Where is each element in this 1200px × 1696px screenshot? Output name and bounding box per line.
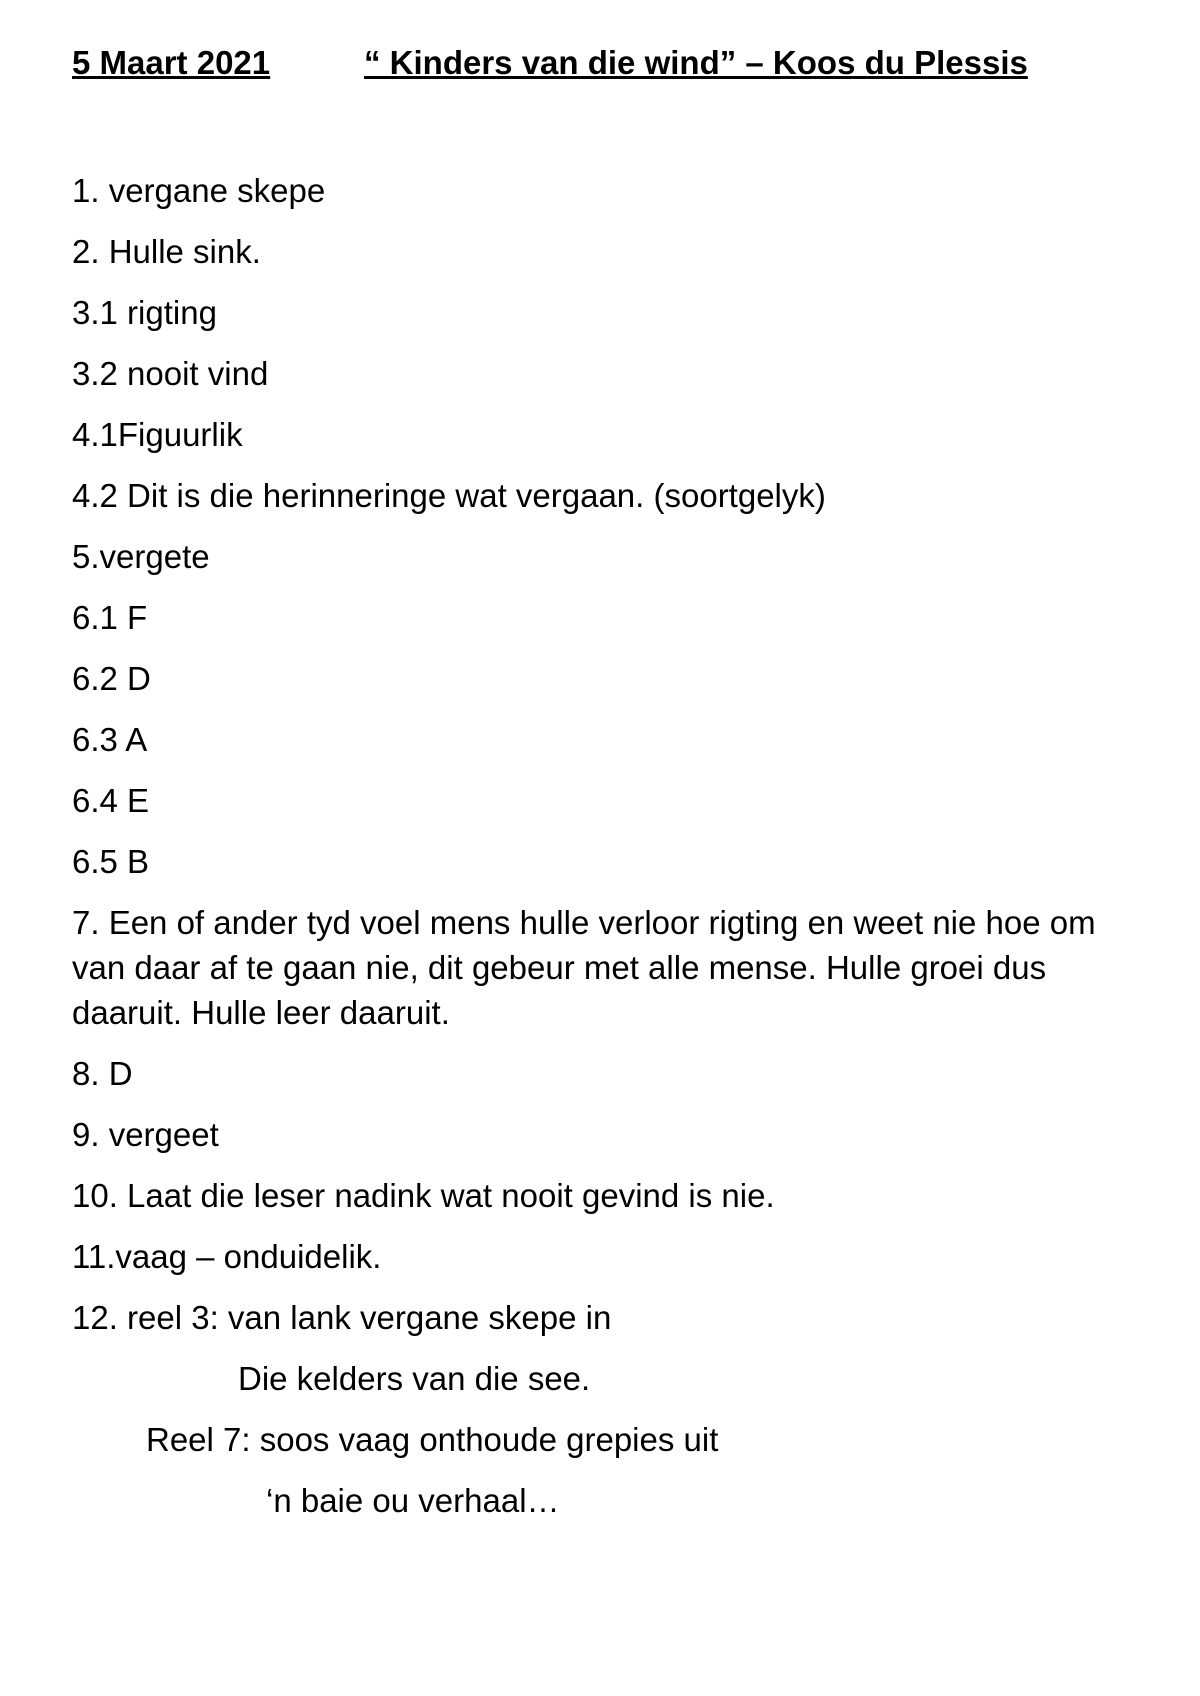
answer-12-quote-line-4: ‘n baie ou verhaal…: [266, 1482, 560, 1519]
answer-6-3: 6.3 A: [72, 721, 148, 758]
answer-12-quote-line-3: Reel 7: soos vaag onthoude grepies uit: [146, 1421, 719, 1458]
answer-1: 1. vergane skepe: [72, 172, 326, 209]
answer-6-2: 6.2 D: [72, 660, 151, 697]
answer-4-1: 4.1Figuurlik: [72, 416, 243, 453]
answer-5: 5.vergete: [72, 538, 210, 575]
answer-9: 9. vergeet: [72, 1116, 219, 1153]
poem-title: “ Kinders van die wind” – Koos du Plessis: [364, 44, 1028, 81]
answer-6-1: 6.1 F: [72, 599, 148, 636]
answer-7: 7. Een of ander tyd voel mens hulle verloor rigting en weet nie hoe om van daar af te gaan nie, dit gebeur met alle mense. Hulle groei dus daaruit. Hulle leer daaruit.: [72, 904, 1096, 1031]
answer-3-1: 3.1 rigting: [72, 294, 217, 331]
answer-12: 12. reel 3: van lank vergane skepe in: [72, 1299, 612, 1336]
answer-10: 10. Laat die leser nadink wat nooit gevind is nie.: [72, 1177, 775, 1214]
answer-4-2: 4.2 Dit is die herinneringe wat vergaan. (soortgelyk): [72, 477, 826, 514]
answer-6-5: 6.5 B: [72, 843, 150, 880]
answer-8: 8. D: [72, 1055, 133, 1092]
document-date: 5 Maart 2021: [72, 44, 271, 81]
answer-list: [72, 168, 1152, 1539]
answer-12-quote-line-2: Die kelders van die see.: [238, 1360, 591, 1397]
answer-11: 11.vaag – onduidelik.: [72, 1238, 382, 1275]
answer-6-4: 6.4 E: [72, 782, 150, 819]
answer-3-2: 3.2 nooit vind: [72, 355, 269, 392]
answer-2: 2. Hulle sink.: [72, 233, 261, 270]
